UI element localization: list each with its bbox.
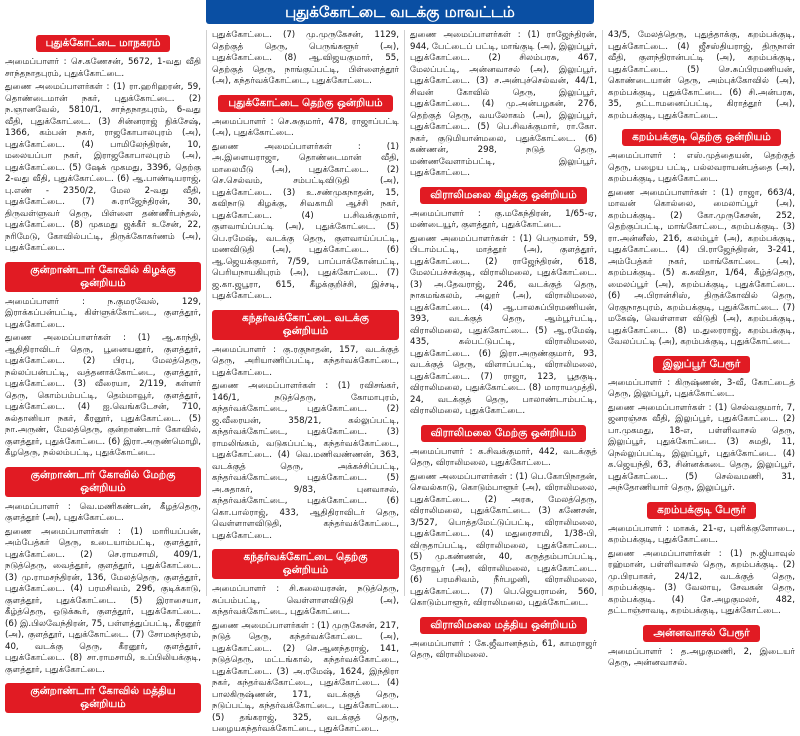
section-heading: கந்தர்வக்கோட்டை வடக்கு ஒன்றியம் [212, 310, 399, 340]
deputy-organisers-entry: துணை அமைப்பாளர்கள் : (1) ராஜா, 663/4, மாவன் கொல்லை, மைலாப்பூர் (அ), கறம்பக்குடி. (2) கோ.முருகேசன், 252, தெற்குப்பட்டி, மாங்கோட்டை, கறம்பக்குடி. (3) ரா.அன்னீஸ், 216, கலம்பூர் (அ), கறம்பக்குடி, புதுக்கோட்டை. (4) பி.ராஜேந்திரன், 3-241, அம்பேத்கர் நகர், மாங்கோட்டை (அ), கறம்பக்குடி. (5) க.கவிதா, 1/64, கீழ்த்தெரு, மைலப்பூர் (அ), கறம்பக்குடி, புதுக்கோட்டை. (6) அ.பிரான்சிஸ், திருக்கோவில் தெரு, ரெகுநாதபுரம், கறம்பக்குடி, புதுக்கோட்டை. (7) மகேஷ், வெள்ளாள விடுதி (அ), கறம்பக்குடி, புதுக்கோட்டை. (8) ம.துரைராஜ், கறம்பக்குடி, வேலப்பட்டி (அ), கறம்பக்குடி, புதுக்கோட்டை. [608, 187, 795, 347]
section-heading: விராலிமலை மேற்கு ஒன்றியம் [421, 425, 587, 442]
section-heading: குன்றாண்டார் கோவில் மத்திய ஒன்றியம் [5, 683, 201, 713]
deputy-organisers-entry: துணை அமைப்பாளர்கள் : (1) செல்வகுமார், 7, ஜனரஞ்சக வீதி, இலுப்பூர், புதுக்கோட்டை. (2) பா.முகமது, 18-எ, பள்ளிவாசல் தெரு, இலுப்பூர், புதுக்கோட்டை. (3) சுமதி, 11, நெல்லுப்பட்டி, இலுப்பூர், புதுக்கோட்டை. (4) க.ஜெயந்தி, 63, சின்னக்கடை தெரு, இலுப்பூர், புதுக்கோட்டை. (5) செல்வமணி, 31, அந்தோணியார் தெரு, இலுப்பூர். [608, 402, 795, 493]
organiser-entry: அமைப்பாளர் : மாசுக், 21-ஏ, புளிக்குளோடை, கறம்பக்குடி, புதுக்கோட்டை. [608, 523, 795, 545]
section-heading: விராலிமலை மத்திய ஒன்றியம் [420, 617, 586, 634]
deputy-organisers-entry: துணை அமைப்பாளர்கள் : (1) ஆ.காந்தி, ஆதிதிராவிடர் தெரு, பூனையனூர், குளத்தூர், புதுக்கோட்டை. (2) பிரபு, மேலத்தெரு, நல்லப்பன்பட்டி, வத்தனாக்கோட்டை, குளத்தூர், புதுக்கோட்டை. (3) வீரையா, 2/119, கள்ளர் தெரு, கொம்பம்பட்டி, தெம்மாவூர், குளத்தூர், புதுக்கோட்டை. (4) ஐ.வெங்கடேசன், 710, சுல்தானியா நகர், கீரனூர், புதுக்கோட்டை. (5) நா.அருண், மேலத்தெரு, குன்றாண்டார் கோவில், குளத்தூர், புதுக்கோட்டை. (6) இரா.அருண்மொழி, கீழதெரு, நல்லம்பட்டி, புதுக்கோட்டை. [5, 333, 201, 458]
organiser-entry: அமைப்பாளர் : த.அழகுமணி, 2, இடையர் தெரு, அன்னவாசல். [608, 646, 795, 668]
section-heading: கந்தர்வக்கோட்டை தெற்கு ஒன்றியம் [212, 549, 399, 579]
column-4 [602, 30, 800, 668]
section-heading: குன்றாண்டார் கோவில் கிழக்கு ஒன்றியம் [5, 262, 201, 292]
column-2 [206, 30, 404, 734]
deputy-organisers-entry: துணை அமைப்பாளர்கள் : (1) ராஜேந்திரன், 944, பேட்டைப் பட்டி, மாங்குடி (அ), இலுப்பூர், புதுக்கோட்டை. (2) சிலம்பரசு, 467, மேலப்பட்டி, அன்னவாசல் (அ), இலுப்பூர், புதுக்கோட்டை. (3) ச.அன்புச்செல்வன், 44/1, சிவன் கோவில் தெரு, இலுப்பூர், புதுக்கோட்டை. (4) மு.அன்பழகன், 276, தெற்குத் தெரு, வயலோகம் (அ), இலுப்பூர், புதுக்கோட்டை. (5) பெ.சிவக்குமார், ரா.கோ. நகர், குடுமியான்மலை, புதுக்கோட்டை. (6) கண்ணன், 298, நடுத் தெரு, மண்ணவேளாம்பட்டி, இலுப்பூர், புதுக்கோட்டை. [410, 30, 597, 178]
section-heading: புதுக்கோட்டை தெற்கு ஒன்றியம் [218, 95, 392, 112]
organiser-entry: அமைப்பாளர் : செ.சுகுமார், 478, ராஜாப்பட்டி (அ), புதுக்கோட்டை. [212, 116, 399, 138]
organiser-entry: அமைப்பாளர் : வெ.மணிகண்டன், கீழத்தெரு, குளத்தூர் (அ), புதுக்கோட்டை. [5, 501, 201, 523]
column-3 [404, 30, 602, 660]
organiser-entry: அமைப்பாளர் : கு.ரகுநாதன், 157, வடக்குத் தெரு, அரியாணிப்பட்டி, கந்தர்வக்கோட்டை, புதுக்கோட்டை. [212, 344, 399, 378]
organiser-entry: அமைப்பாளர் : கிருஷ்ணன், 3-வீ, கோட்டைத் தெரு, இலுப்பூர், புதுக்கோட்டை. [608, 377, 795, 399]
organiser-entry: அமைப்பாளர் : எஸ்.முத்தையன், தெற்குத் தெரு, பழைய பட்டி, பல்லவராயன்பத்தை (அ), கறம்பக்குடி, புதுக்கோட்டை. [608, 151, 795, 184]
deputy-organisers-entry: 43/5, மேலத்தெரு, புதுத்தாக்கு, கறம்பக்குடி, புதுக்கோட்டை. (4) ஜீசஸ்தியராஜ், திருநாள் வீதி, குளந்திரான்பட்டி (அ), கறம்பக்குடி, புதுக்கோட்டை. (5) செ.சுப்பிரமணியன், கொண்டையான் தெரு, அம்புக்கோவில் (அ), கறம்பக்குடி, புதுக்கோட்டை. (6) சி.அன்பரசு, 35, தட்டாமனைப்பட்டி, கிராத்தூர் (அ), கறம்பக்குடி, புதுக்கோட்டை. [608, 30, 795, 121]
deputy-organisers-entry: துணை அமைப்பாளர்கள் : (1) அ.இளையராஜா, தொண்டைமான் வீதி, மாலையீடு (அ), புதுக்கோட்டை. (2) செ.செல்வம், சம்பட்டிவிடுதி (அ), புதுக்கோட்டை. (3) உ.சண்முகநாதன், 15, கவிநாடு கிழக்கு, சிவகாமி ஆச்சி நகர், புதுக்கோட்டை. (4) ப.சிவக்குமார், குளவாய்ப்பட்டி (அ), புதுக்கோட்டை. (5) பெ.ரமேஷ், வடக்கு தெரு, குளவாய்ப்பட்டி, மணவிடுதி (அ), புதுக்கோட்டை. (6) ஆ.ஜெயக்குமார், 7/59, பாப்பாக்கோன்பட்டி, பெரியநாயகிபுரம் (அ), புதுக்கோட்டை. (7) ஜ.கா.ஜபூரா, 615, கீழக்குறிச்சி, இச்சடி, புதுக்கோட்டை. [212, 141, 399, 301]
section-heading: அன்னவாசல் பேரூர் [643, 625, 759, 642]
columns [0, 30, 800, 734]
section-heading: புதுக்கோட்டை மாநகரம் [36, 35, 171, 52]
section-heading: குன்றாண்டார் கோவில் மேற்கு ஒன்றியம் [5, 467, 201, 497]
column-1 [0, 30, 206, 710]
section-heading: கறம்பக்குடி தெற்கு ஒன்றியம் [622, 129, 781, 146]
page-banner [0, 0, 800, 26]
deputy-organisers-entry: புதுக்கோட்டை. (7) மு.முருகேசன், 1129, தெற்குத் தெரு, பெருங்களூர் (அ), புதுக்கோட்டை. (8) ஆ.விஜயகுமார், 55, தெற்குத் தெரு, நாங்குப்பட்டி, பிள்ளைத்தூர் (அ), கந்தர்வக்கோட்டை, புதுக்கோட்டை. [212, 30, 399, 86]
deputy-organisers-entry: துணை அமைப்பாளர்கள் : (1) ரா.ஹரிஹரன், 59, தொண்டைமான் நகர், புதுக்கோட்டை. (2) ந.ஞானவேல், 5810/1, சாந்தநாதபுரம், 6-வது வீதி, புதுக்கோட்டை. (3) சின்னராஜ் நிக்சேஷ், 1366, கம்பன் நகர், ராஜகோபாலபுரம் (அ), புதுக்கோட்டை. (4) பாமிலேந்திரன், 10, மலையப்பா நகர், இராஜகோபாலபுரம் (அ), புதுக்கோட்டை. (5) ஷேக் முகமது, 3396, தெற்கு 2-வது வீதி, புதுக்கோட்டை. (6) ஆ.பாண்டியராஜ், பு.எண் - 2350/2, மேல 2-வது வீதி, புதுக்கோட்டை. (7) சு.ராஜேந்திரன், 30, திருவள்ளுவர் தெரு, பிள்ளை தண்ணீர்பந்தல், புதுக்கோட்டை. (8) முகமது ஜக்கீர் உசேன், 22, நரிமேடு, கோவில்பட்டி, திருக்கோகர்ணம் (அ), புதுக்கோட்டை. [5, 82, 201, 253]
organiser-entry: அமைப்பாளர் : சி.கலையரசன், நடுத்தெரு, சுப்பம்பட்டி, வெள்ளாளவிடுதி (அ), கந்தர்வக்கோட்டை, புதுக்கோட்டை. [212, 584, 399, 617]
deputy-organisers-entry: துணை அமைப்பாளர்கள் : (1) ரவிசங்கர், 146/1, நடுத்தெரு, கோமாபுரம், கந்தர்வக்கோட்டை, புதுக்கோட்டை. (2) ஜ.வீரையன், 358/21, கல்லுப்பட்டி, கந்தர்வக்கோட்டை, புதுக்கோட்டை. (3) ராமலிங்கம், வடுகப்பட்டி, கந்தர்வக்கோட்டை, புதுக்கோட்டை. (4) வெ.மணிவண்ணன், 363, வடக்குத் தெரு, அக்கச்சிப்பட்டி, கந்தர்வக்கோட்டை, புதுக்கோட்டை. (5) அ.சுதாகர், 9/83, புனவாசல், கந்தர்வக்கோட்டை, புதுக்கோட்டை. (6) கொ.பால்ராஜ், 433, ஆதிதிராவிடர் தெரு, வெள்ளாளவிடுதி, கந்தர்வக்கோட்டை, புதுக்கோட்டை. [212, 381, 399, 541]
organiser-entry: அமைப்பாளர் : கே.ஜீவானந்தம், 61, காமராஜர் தெரு, விராலிமலை. [410, 638, 597, 660]
organiser-entry: அமைப்பாளர் : ந.குமரவேல், 129, இராக்கப்பன்பட்டி, கிள்ளுக்கோட்டை, குளத்தூர், புதுக்கோட்டை. [5, 296, 201, 330]
deputy-organisers-entry: துணை அமைப்பாளர்கள் : (1) முருகேசன், 217, நடுத் தெரு, கந்தர்வக்கோட்டை (அ), புதுக்கோட்டை. (2) செ.ஆனந்தராஜ், 141, நடுத்தெரு, மட்டங்கால், கந்தர்வக்கோட்டை, புதுக்கோட்டை. (3) அ.ரமேஷ், 1624, இந்திரா நகர், கந்தர்வக்கோட்டை, புதுக்கோட்டை. (4) பாலகிருஷ்ணன், 171, வடக்குத் தெரு, நடுப்பட்டி, கந்தர்வக்கோட்டை, புதுக்கோட்டை. (5) தங்கராஜ், 325, வடக்குத் தெரு, பழையகந்தர்வக்கோட்டை, புதுக்கோட்டை. [212, 620, 399, 734]
organiser-entry: அமைப்பாளர் : கு.மகேந்திரன், 1/65-ஏ, மண்டையூர், குளத்தூர், புதுக்கோட்டை. [410, 208, 597, 230]
organiser-entry: அமைப்பாளர் : செ.கணேசன், 5672, 1-வது வீதி சாந்தநாதபுரம், புதுக்கோட்டை. [5, 57, 201, 79]
organiser-entry: அமைப்பாளர் : க.சிவக்குமார், 442, வடக்குத் தெரு, விராலிமலை, புதுக்கோட்டை. [410, 446, 597, 468]
deputy-organisers-entry: துணை அமைப்பாளர்கள் : (1) பெ.கோபிநாதன், செவல்காடு, கொடும்பாளூர் (அ), விராலிமலை, புதுக்கோட்டை. (2) அரசு, மேலத்தெரு, விராலிமலை, புதுக்கோட்டை. (3) கணேசன், 3/527, பொத்தமேட்டுப்பட்டி, விராலிமலை, புதுக்கோட்டை. (4) மதுரைசாமி, 1/38-பி, விருதாப்பட்டி, விராலிமலை, புதுக்கோட்டை. (5) மு.கண்ணன், 40, கருத்தம்பாப்பட்டி, தேராவூர் (அ), விராலிமலை, புதுக்கோட்டை. (6) பரமசிவம், நீர்பழனி, விராலிமலை, புதுக்கோட்டை. (7) பெ.ஜெயராமன், 560, கொடும்பாளூர், விராலிமலை, புதுக்கோட்டை. [410, 471, 597, 608]
deputy-organisers-entry: துணை அமைப்பாளர்கள் : (1) மாரியப்பன், அம்பேத்கர் தெரு, உடையாம்பட்டி, குளத்தூர், புதுக்கோட்டை. (2) செ.ராமசாமி, 409/1, நடுத்தெரு, வைத்தூர், குளத்தூர், புதுக்கோட்டை. (3) மு.ராமசந்திரன், 136, மேலத்தெரு, குளத்தூர், புதுக்கோட்டை. (4) பரமசிவம், 296, குடிக்காடு, குளத்தூர், புதுக்கோட்டை. (5) இராசையா, கீழ்த்தெரு, ஒடுக்கூர், குளத்தூர், புதுக்கோட்டை. (6) இ.பிலவேந்திரன், 75, பள்ளத்துப்பட்டி, கீரனூர் (அ), குளத்தூர், புதுக்கோட்டை. (7) சோமசுந்தரம், 40, வடக்கு தெரு, கீரனூர், குளத்தூர், புதுக்கோட்டை. (8) சா.ராமசாமி, உப்பிலியக்குடி, குளத்தூர், புதுக்கோட்டை. [5, 526, 201, 675]
section-heading: விராலிமலை கிழக்கு ஒன்றியம் [420, 187, 586, 204]
section-heading: கறம்பக்குடி பேரூர் [647, 502, 756, 519]
district-title: புதுக்கோட்டை வடக்கு மாவட்டம் [206, 0, 594, 24]
deputy-organisers-entry: துணை அமைப்பாளர்கள் : (1) ந.ஜியாவுல் ரஹ்மான், பள்ளிவாசல் தெரு, கறம்பக்குடி. (2) மு.பிரபாகர், 24/12, வடக்குத் தெரு, கறம்பக்குடி. (3) வேலாயு, சேவகன் தெரு, கறம்பக்குடி. (4) சே.அழகுமலர், 482, தட்டாஞ்சாவடி, கறம்பக்குடி, புதுக்கோட்டை. [608, 548, 795, 616]
deputy-organisers-entry: துணை அமைப்பாளர்கள் : (1) பெருமாள், 59, பிடாம்பட்டி, மாத்தூர் (அ), குளத்தூர், புதுக்கோட்டை. (2) ராஜேந்திரன், 618, மேலப்பச்சக்குடி, விராலிமலை, புதுக்கோட்டை. (3) அ.தேவராஜ், 246, வடக்குத் தெரு, நாகமங்கலம், அலூர் (அ), விராலிமலை, புதுக்கோட்டை. (4) ஆ.பாலசுப்பிரமணியன், 393, வடக்குத் தெரு, ஆம்பூர்பட்டி, விராலிமலை, புதுக்கோட்டை. (5) ஆ.ரமேஷ், 435, கல்பட்டுபட்டி, விராலிமலை, புதுக்கோட்டை. (6) இரா.அருண்குமார், 93, வடக்குத் தெரு, விளாப்பட்டி, விராலிமலை, புதுக்கோட்டை. (7) ராஜா, 123, பூதகுடி, விராலிமலை, புதுக்கோட்டை. (8) மாராயமுத்தி, 24, வடக்குத் தெரு, பாலாண்டாம்பட்டி, விராலிமலை, புதுக்கோட்டை. [410, 233, 597, 416]
section-heading: இலுப்பூர் பேரூர் [653, 356, 750, 373]
